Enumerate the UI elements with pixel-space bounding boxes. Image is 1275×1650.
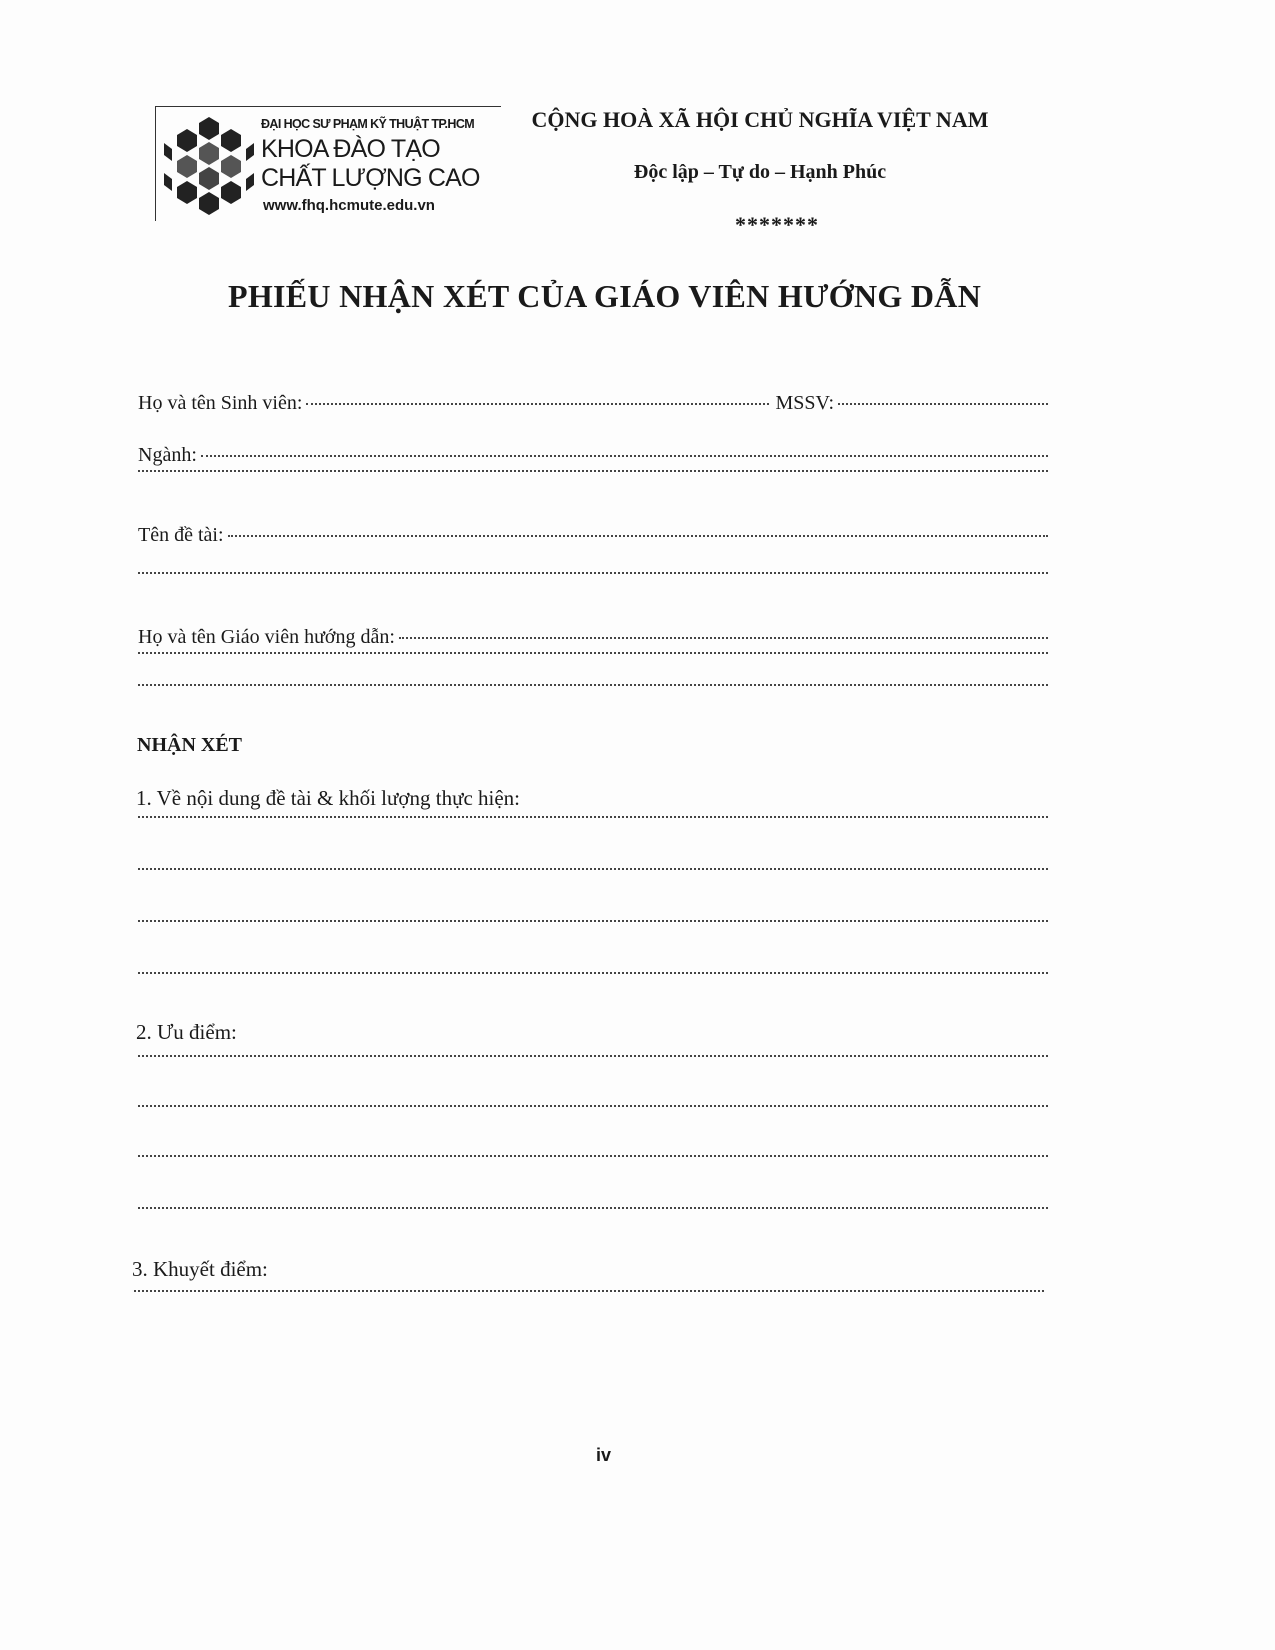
page-number: iv bbox=[596, 1445, 612, 1465]
advisor-field-line-3[interactable] bbox=[138, 684, 1048, 686]
advisor-row bbox=[138, 626, 1048, 652]
major-field-line-2[interactable] bbox=[138, 470, 1048, 472]
content-line[interactable] bbox=[138, 816, 1048, 818]
content-row bbox=[138, 924, 1048, 950]
content-line[interactable] bbox=[138, 868, 1048, 870]
content-row bbox=[138, 976, 1048, 1002]
stars-divider: ******* bbox=[735, 212, 819, 237]
university-name: ĐẠI HỌC SƯ PHẠM KỸ THUẬT TP.HCM bbox=[261, 117, 475, 131]
faculty-name bbox=[261, 135, 480, 193]
strengths-line[interactable] bbox=[138, 1055, 1048, 1057]
strengths-line[interactable] bbox=[138, 1105, 1048, 1107]
hexagon-logo-icon bbox=[162, 115, 257, 215]
strengths-line[interactable] bbox=[138, 1207, 1048, 1209]
student-name-row bbox=[138, 392, 1048, 418]
advisor-label: Họ và tên Giáo viên hướng dẫn: bbox=[138, 626, 395, 648]
advisor-field[interactable] bbox=[399, 637, 1048, 639]
review-item-strengths: 2. Ưu điểm: bbox=[136, 1020, 237, 1044]
student-name-label: Họ và tên Sinh viên: bbox=[138, 392, 303, 414]
student-id-field[interactable] bbox=[838, 403, 1048, 405]
faculty-line-1: KHOA ĐÀO TẠO bbox=[261, 135, 440, 163]
review-heading: NHẬN XÉT bbox=[137, 734, 243, 756]
review-item-weaknesses: 3. Khuyết điểm: bbox=[132, 1257, 268, 1281]
review-item-content: 1. Về nội dung đề tài & khối lượng thực hiện: bbox=[136, 786, 521, 810]
nation-heading: CỘNG HOÀ XÃ HỘI CHỦ NGHĨA VIỆT NAM bbox=[531, 107, 989, 132]
topic-field-line-2[interactable] bbox=[138, 572, 1048, 574]
topic-field[interactable] bbox=[228, 535, 1048, 537]
topic-row-continued bbox=[138, 576, 1048, 602]
major-label: Ngành: bbox=[138, 444, 197, 466]
content-line[interactable] bbox=[138, 920, 1048, 922]
faculty-website: www.fhq.hcmute.edu.vn bbox=[263, 197, 435, 214]
strengths-row bbox=[138, 1159, 1048, 1185]
content-row bbox=[138, 872, 1048, 898]
weaknesses-line[interactable] bbox=[134, 1290, 1044, 1292]
weaknesses-row bbox=[134, 1294, 1044, 1320]
faculty-line-2: CHẤT LƯỢNG CAO bbox=[261, 164, 480, 192]
advisor-row-continued bbox=[138, 688, 1048, 714]
strengths-row bbox=[138, 1109, 1048, 1135]
major-field[interactable] bbox=[201, 455, 1048, 457]
strengths-line[interactable] bbox=[138, 1155, 1048, 1157]
topic-row bbox=[138, 524, 1048, 550]
national-motto: Độc lập – Tự do – Hạnh Phúc bbox=[633, 161, 887, 183]
advisor-field-line-2[interactable] bbox=[138, 652, 1048, 654]
student-name-field[interactable] bbox=[306, 403, 769, 405]
strengths-row bbox=[138, 1059, 1048, 1085]
student-id-label: MSSV: bbox=[775, 392, 834, 414]
strengths-row bbox=[138, 1211, 1048, 1237]
faculty-logo bbox=[155, 106, 501, 221]
content-row bbox=[138, 820, 1048, 846]
advisor-row-continued bbox=[138, 656, 1048, 682]
content-line[interactable] bbox=[138, 972, 1048, 974]
form-title: PHIẾU NHẬN XÉT CỦA GIÁO VIÊN HƯỚNG DẪN bbox=[228, 278, 982, 314]
major-row bbox=[138, 444, 1048, 470]
topic-label: Tên đề tài: bbox=[138, 524, 224, 546]
major-row-continued bbox=[138, 474, 1048, 500]
